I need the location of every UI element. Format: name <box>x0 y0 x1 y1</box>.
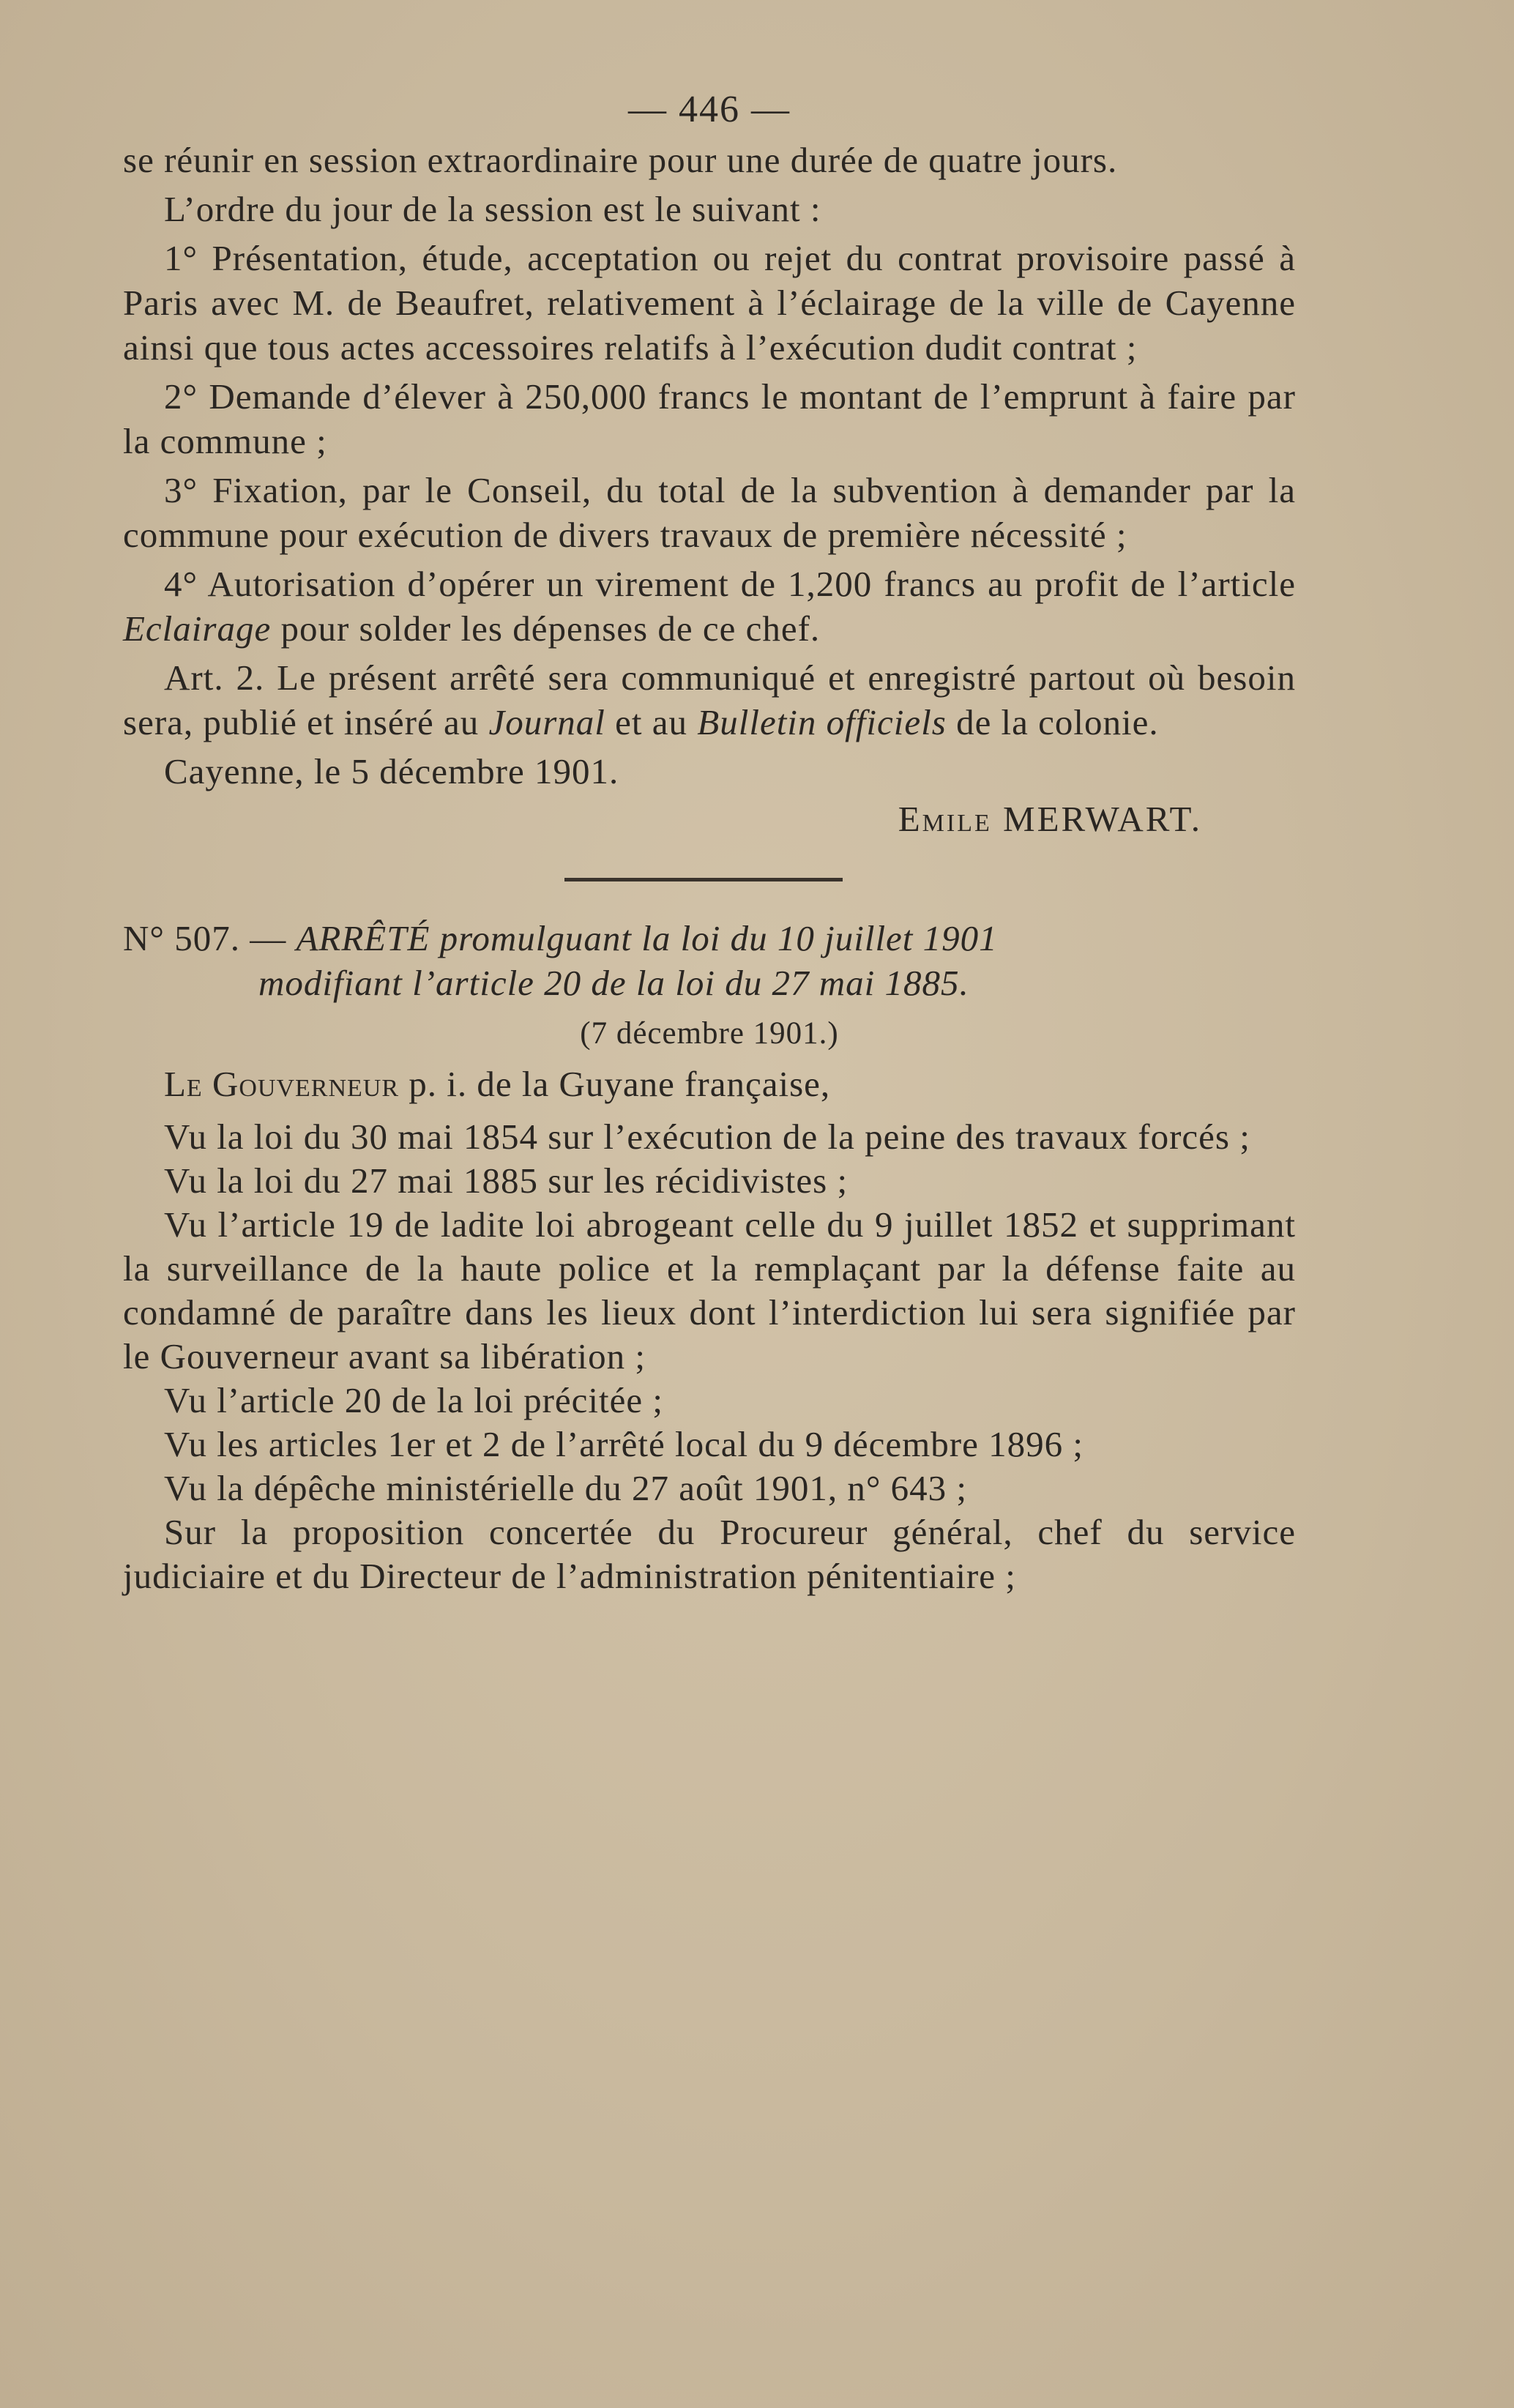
decree-date: (7 décembre 1901.) <box>580 1016 839 1051</box>
considerant-1: Vu la loi du 30 mai 1854 sur l’exécution de la peine des travaux forcés ; <box>164 1117 1250 1157</box>
considerant-3: Vu l’article 19 de ladite loi abrogeant celle du 9 juillet 1852 et supprimant la surveillance de la haute police et la remplaçant par la défense faite au condamné de paraître dans les lieux dont l’interdiction lui sera signifiée par le Gouverneur avant sa libération ; <box>123 1204 1296 1376</box>
decree-title-line2: modifiant l’article 20 de la loi du 27 mai 1885. <box>258 963 969 1003</box>
decree-title-line1: ARRÊTÉ promulguant la loi du 10 juillet 1901 <box>296 918 998 958</box>
agenda-item-4-text-a: 4° Autorisation d’opérer un virement de 1,200 francs au profit de l’article <box>164 564 1296 604</box>
place-and-date: Cayenne, le 5 décembre 1901. <box>164 751 619 791</box>
paragraph-agenda-intro: L’ordre du jour de la session est le suivant : <box>164 189 821 229</box>
article-2-italic-bulletin: Bulletin officiels <box>697 702 947 742</box>
page-number: — 446 — <box>628 89 791 130</box>
separator <box>123 841 1296 916</box>
article-2-text-b: et au <box>605 702 698 742</box>
signature: Emile MERWART. <box>898 799 1202 839</box>
decree-number: N° 507. — <box>123 918 297 958</box>
agenda-item-4-italic: Eclairage <box>123 608 272 649</box>
considerant-7: Sur la proposition concertée du Procureur général, chef du service judiciaire et du Directeur de l’administration pénitentiaire ; <box>123 1512 1296 1596</box>
considerant-2: Vu la loi du 27 mai 1885 sur les récidivistes ; <box>164 1160 849 1201</box>
considerant-6: Vu la dépêche ministérielle du 27 août 1901, n° 643 ; <box>164 1468 968 1508</box>
decree-heading <box>123 916 1296 961</box>
separator-rule <box>564 878 843 881</box>
article-2 <box>123 655 1296 745</box>
governor-label: Le Gouverneur <box>164 1064 399 1104</box>
agenda-item-3: 3° Fixation, par le Conseil, du total de la subvention à demander par la commune pour exécution de divers travaux de première nécessité ; <box>123 470 1296 555</box>
considerant-5: Vu les articles 1er et 2 de l’arrêté local du 9 décembre 1896 ; <box>164 1424 1084 1464</box>
article-2-text-a: Art. 2. Le présent arrêté sera communiqué et enregistré partout où besoin sera, publié et inséré au <box>123 657 1296 742</box>
text-body <box>123 86 1296 1598</box>
article-2-text-c: de la colonie. <box>946 702 1159 742</box>
agenda-item-1: 1° Présentation, étude, acceptation ou rejet du contrat provisoire passé à Paris avec M. de Beaufret, relativement à l’éclairage de la ville de Cayenne ainsi que tous actes accessoires relatifs à l’exécution dudit contrat ; <box>123 238 1296 368</box>
governor-rest: p. i. de la Guyane française, <box>399 1064 831 1104</box>
governor-line <box>123 1061 1296 1108</box>
article-2-italic-journal: Journal <box>488 702 605 742</box>
agenda-item-4 <box>123 562 1296 651</box>
paragraph-continuation: se réunir en session extraordinaire pour une durée de quatre jours. <box>123 140 1118 180</box>
considerant-4: Vu l’article 20 de la loi précitée ; <box>164 1380 664 1420</box>
agenda-item-4-text-b: pour solder les dépenses de ce chef. <box>271 608 821 649</box>
agenda-item-2: 2° Demande d’élever à 250,000 francs le montant de l’emprunt à faire par la commune ; <box>123 376 1296 461</box>
